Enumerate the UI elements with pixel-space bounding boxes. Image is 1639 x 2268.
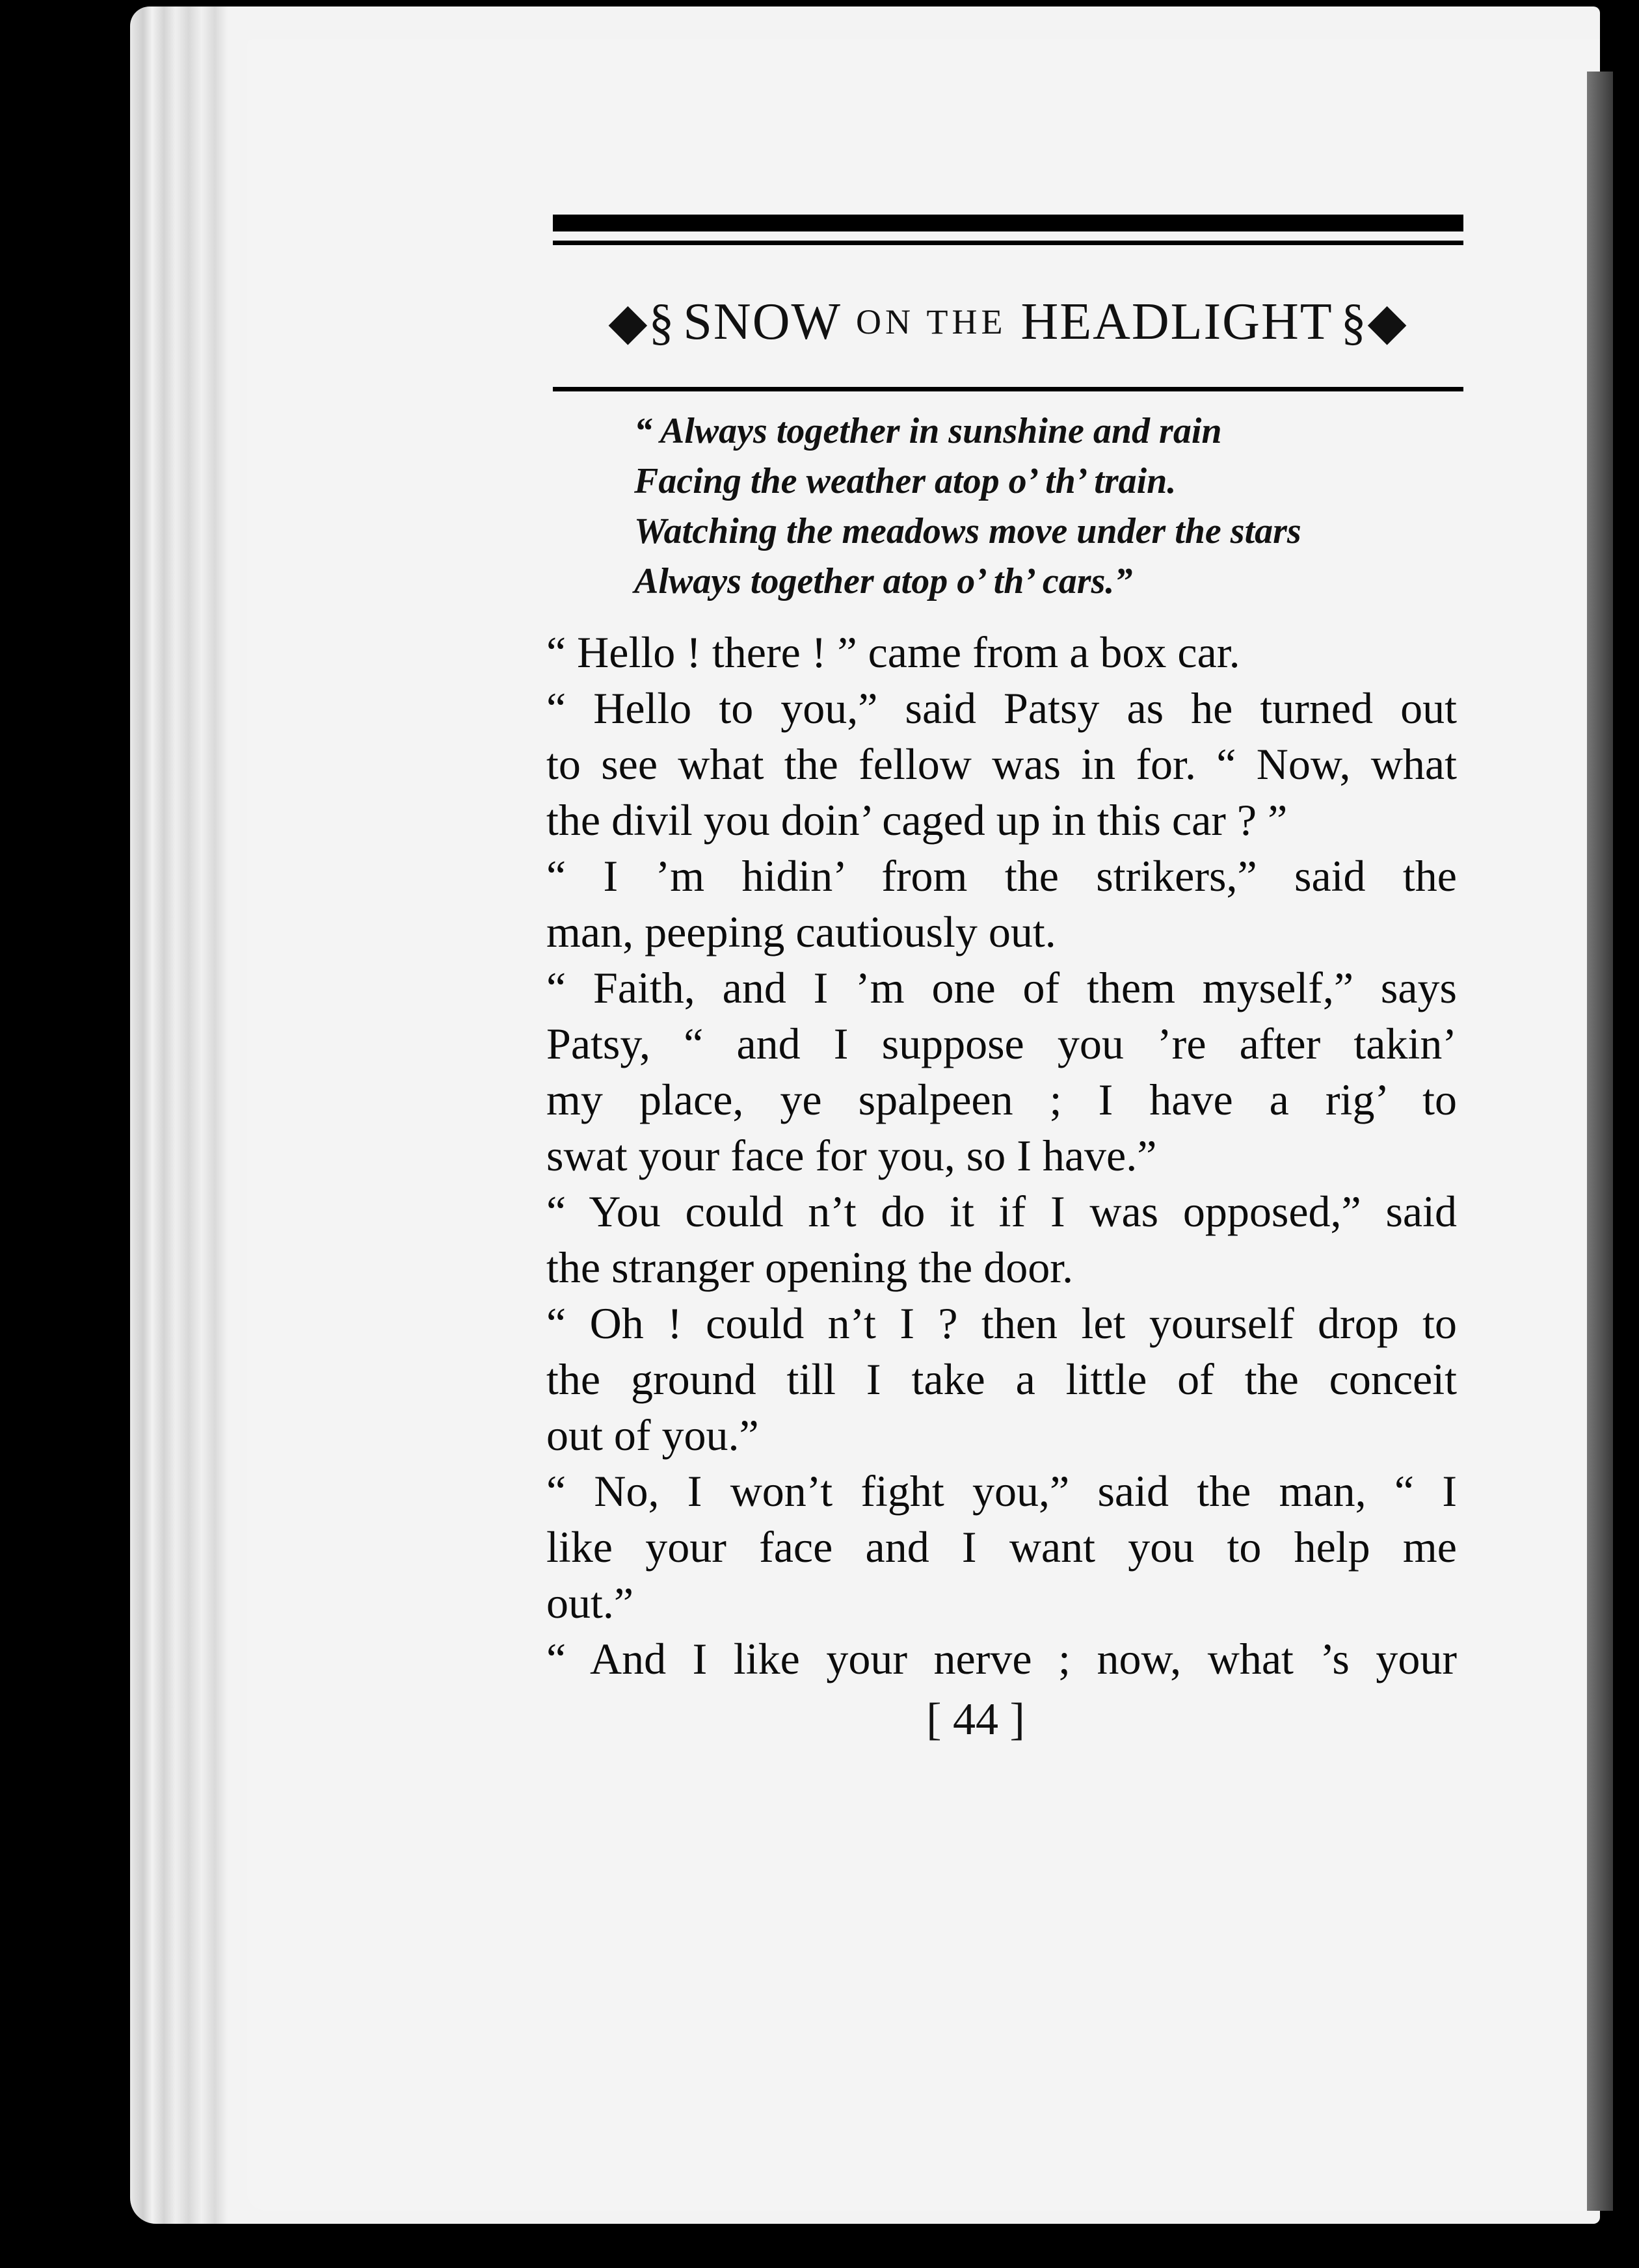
verse-line: Facing the weather atop o’ th’ train. xyxy=(634,461,1177,501)
verse-line: Always together atop o’ th’ cars.” xyxy=(634,561,1133,601)
body-line: “ I ’m hidin’ from the strikers,” said the xyxy=(546,851,1457,901)
right-ornament-icon: §◆ xyxy=(1340,293,1408,350)
body-line: “ You could n’t do it if I was opposed,” said xyxy=(546,1187,1457,1236)
body-line: my place, ye spalpeen ; I have a rig’ to xyxy=(546,1075,1457,1124)
body-line: the stranger opening the door. xyxy=(546,1243,1074,1292)
running-head-word-headlight: HEADLIGHT xyxy=(1020,293,1333,350)
page-number: [ 44 ] xyxy=(926,1694,1025,1745)
body-line: “ Hello ! there ! ” came from a box car. xyxy=(546,627,1240,677)
running-head-on-the: ON THE xyxy=(855,302,1007,341)
body-line: “ No, I won’t fight you,” said the man, “ I xyxy=(546,1466,1457,1516)
header-thin-rule xyxy=(553,241,1463,245)
body-line: swat your face for you, so I have.” xyxy=(546,1131,1157,1180)
running-head-rule xyxy=(553,387,1463,391)
body-line: out of you.” xyxy=(546,1410,759,1460)
left-ornament-icon: ◆§ xyxy=(608,293,676,350)
body-line: “ Faith, and I ’m one of them myself,” says xyxy=(546,963,1457,1012)
body-line: “ Oh ! could n’t I ? then let yourself drop to xyxy=(546,1299,1457,1348)
verse-epigraph xyxy=(634,406,1480,607)
body-line: “ Hello to you,” said Patsy as he turned out xyxy=(546,683,1457,733)
body-line: the divil you doin’ caged up in this car ? ” xyxy=(546,795,1288,845)
body-line: “ And I like your nerve ; now, what ’s your xyxy=(546,1634,1457,1683)
body-line: Patsy, “ and I suppose you ’re after takin’ xyxy=(546,1019,1457,1068)
body-line: the ground till I take a little of the conceit xyxy=(546,1354,1457,1404)
body-line: like your face and I want you to help me xyxy=(546,1522,1457,1572)
verse-line: “ Always together in sunshine and rain xyxy=(634,411,1222,451)
body-line: to see what the fellow was in for. “ Now, what xyxy=(546,739,1457,789)
running-head xyxy=(553,283,1463,361)
running-head-word-snow: SNOW xyxy=(683,293,842,350)
body-line: out.” xyxy=(546,1578,634,1628)
body-text xyxy=(546,624,1457,1687)
gutter-shadow xyxy=(1587,72,1613,2211)
header-thick-rule xyxy=(553,215,1463,231)
verse-line: Watching the meadows move under the stars xyxy=(634,511,1301,551)
body-line: man, peeping cautiously out. xyxy=(546,907,1056,956)
